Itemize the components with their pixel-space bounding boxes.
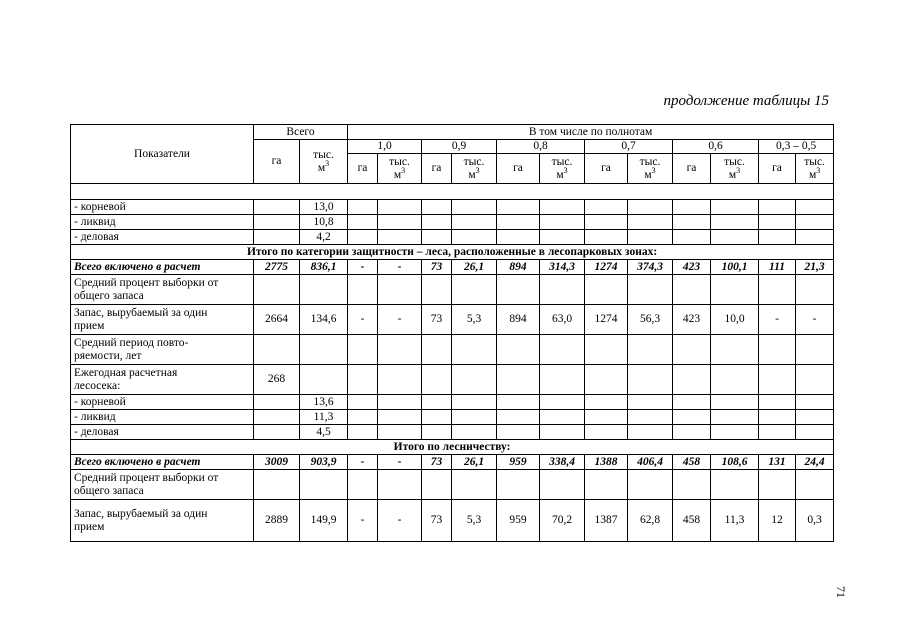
header-density-2: 0,9 — [422, 140, 497, 154]
table-caption: продолжение таблицы 15 — [663, 93, 829, 109]
total-row: Всего включено в расчет 3009 903,9 - - 73 26,1 959 338,4 1388 406,4 458 108,6 131 24,4 — [71, 455, 834, 470]
total-row: Всего включено в расчет 2775 836,1 - - 73 26,1 894 314,3 1274 374,3 423 100,1 111 21,3 — [71, 260, 834, 275]
table-row: Запас, вырубаемый за один прием 2889 149,9 - - 73 5,3 959 70,2 1387 62,8 458 11,3 12 0,3 — [71, 500, 834, 542]
header-including: В том числе по полнотам — [348, 125, 834, 140]
table-row: - деловая 4,2 — [71, 230, 834, 245]
header-vol: тыс. $м^3$ — [711, 154, 759, 184]
header-ha: га — [348, 154, 378, 184]
avg-percent-label: Средний процент выборки от общего запаса — [71, 275, 254, 305]
annual-label: Ежегодная расчетная лесосека: — [71, 365, 254, 395]
table-row — [71, 335, 834, 365]
header-density-4: 0,7 — [585, 140, 673, 154]
avg-percent-label: Средний процент выборки от общего запаса — [71, 470, 254, 500]
section-title-row — [71, 245, 834, 260]
table-row — [71, 470, 834, 500]
harvest-label: Запас, вырубаемый за один прием — [71, 500, 254, 542]
forest-harvest-table — [70, 124, 834, 542]
header-vol: тыс. $м^3$ — [452, 154, 497, 184]
table-row: Ежегодная расчетная лесосека: 268 — [71, 365, 834, 395]
header-total-ha: га — [254, 140, 300, 184]
table-row: - корневой 13,6 — [71, 395, 834, 410]
header-density-5: 0,6 — [673, 140, 759, 154]
period-label: Средний период повто- ряемости, лет — [71, 335, 254, 365]
table-row: - ликвид 11,3 — [71, 410, 834, 425]
header-ha: га — [673, 154, 711, 184]
header-vol: тыс. $м^3$ — [628, 154, 673, 184]
header-density-6: 0,3 – 0,5 — [759, 140, 834, 154]
header-density-1: 1,0 — [348, 140, 422, 154]
harvest-label: Запас, вырубаемый за один прием — [71, 305, 254, 335]
header-ha: га — [585, 154, 628, 184]
header-ha: га — [497, 154, 540, 184]
header-vol: тыс. $м^3$ — [540, 154, 585, 184]
section-title: Итого по категории защитности – леса, расположенные в лесопарковых зонах: — [71, 245, 834, 260]
table-row — [71, 275, 834, 305]
table-row: - ликвид 10,8 — [71, 215, 834, 230]
section-title: Итого по лесничеству: — [71, 440, 834, 455]
header-ha: га — [422, 154, 452, 184]
header-indicators: Показатели — [71, 125, 254, 184]
page-number: 71 — [834, 586, 848, 598]
table-row: - корневой 13,0 — [71, 200, 834, 215]
table-row: Запас, вырубаемый за один прием 2664 134,6 - - 73 5,3 894 63,0 1274 56,3 423 10,0 - - — [71, 305, 834, 335]
header-total: Всего — [254, 125, 348, 140]
header-density-3: 0,8 — [497, 140, 585, 154]
table-row: - деловая 4,5 — [71, 425, 834, 440]
header-vol: тыс. $м^3$ — [796, 154, 834, 184]
header-ha: га — [759, 154, 796, 184]
header-row-1 — [71, 125, 834, 140]
header-vol: тыс. $м^3$ — [378, 154, 422, 184]
section-title-row — [71, 440, 834, 455]
blank-row — [71, 184, 834, 200]
header-total-vol: тыс. $м^3$ — [300, 140, 348, 184]
